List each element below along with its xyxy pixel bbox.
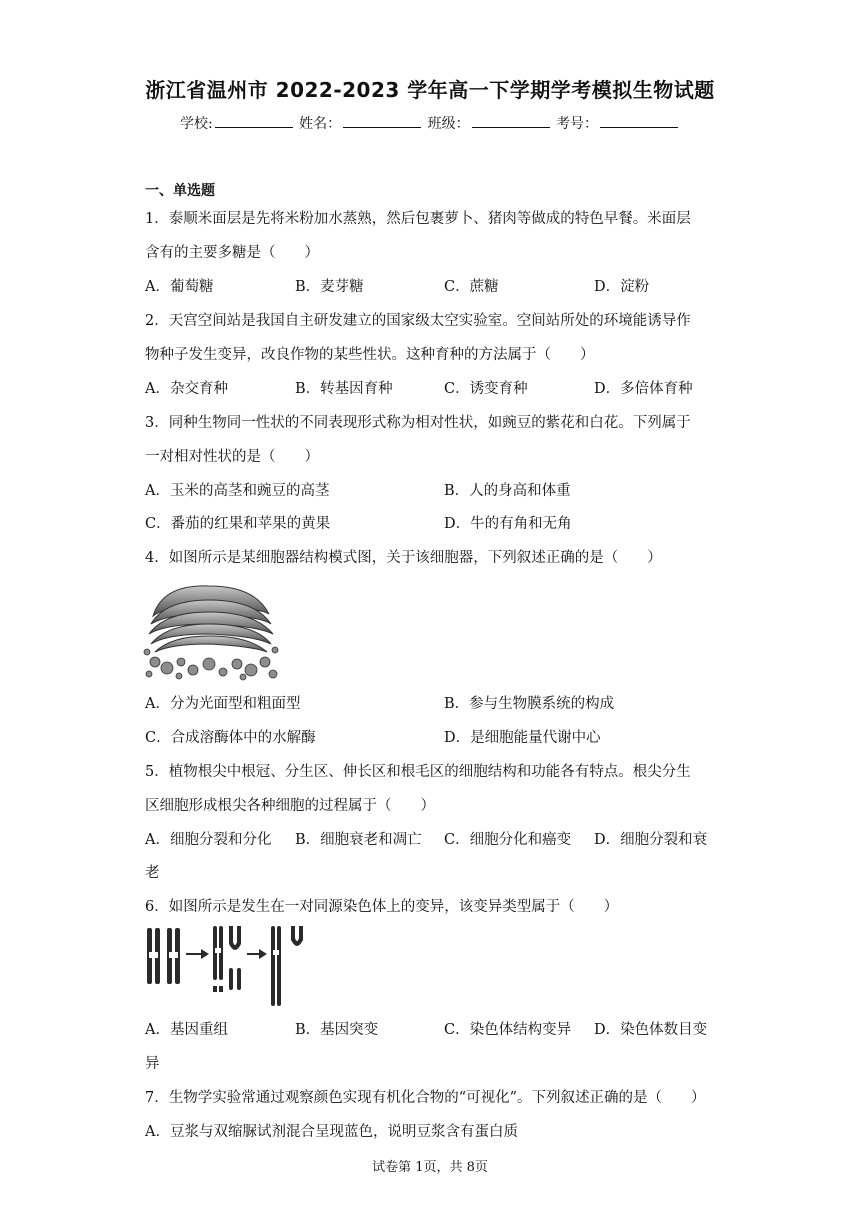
question-3-option-b[interactable]: B．人的身高和体重	[444, 483, 571, 499]
question-5-line-2: 区细胞形成根尖各种细胞的过程属于（ ）	[145, 798, 435, 814]
school-blank[interactable]	[215, 113, 293, 128]
question-5-option-a[interactable]: A．细胞分裂和分化	[145, 832, 272, 848]
question-6-option-d[interactable]: D．染色体数目变	[594, 1022, 708, 1038]
question-2-line-1: 2．天宫空间站是我国自主研发建立的国家级太空实验室。空间站所处的环境能诱导作	[145, 313, 691, 329]
question-4-option-a[interactable]: A．分为光面型和粗面型	[145, 696, 301, 712]
question-4-option-c[interactable]: C．合成溶酶体中的水解酶	[145, 730, 316, 746]
question-2-option-b[interactable]: B．转基因育种	[295, 381, 393, 397]
student-info-line	[0, 113, 860, 133]
page-footer: 试卷第 1页，共 8页	[372, 1160, 488, 1175]
question-7-option-a[interactable]: A．豆浆与双缩脲试剂混合呈现蓝色，说明豆浆含有蛋白质	[145, 1124, 518, 1140]
question-3-option-d[interactable]: D．牛的有角和无角	[444, 516, 572, 532]
question-2-option-a[interactable]: A．杂交育种	[145, 381, 228, 397]
question-5-option-b[interactable]: B．细胞衰老和凋亡	[295, 832, 422, 848]
name-label: 姓名：	[299, 116, 342, 132]
question-1-option-c[interactable]: C．蔗糖	[444, 279, 499, 295]
school-label: 学校:	[179, 116, 213, 132]
question-5-option-d-wrap: 老	[145, 865, 160, 881]
question-4-line-1: 4．如图所示是某细胞器结构模式图，关于该细胞器，下列叙述正确的是（ ）	[145, 550, 662, 566]
question-6-option-a[interactable]: A．基因重组	[145, 1022, 228, 1038]
question-1-line-2: 含有的主要多糖是（ ）	[145, 245, 319, 261]
question-6-option-b[interactable]: B．基因突变	[295, 1022, 379, 1038]
question-5-line-1: 5．植物根尖中根冠、分生区、伸长区和根毛区的细胞结构和功能各有特点。根尖分生	[145, 764, 691, 780]
question-3-line-1: 3．同种生物同一性状的不同表现形式称为相对性状，如豌豆的紫花和白花。下列属于	[145, 415, 691, 431]
class-blank[interactable]	[472, 113, 550, 128]
question-3-option-a[interactable]: A．玉米的高茎和豌豆的高茎	[145, 483, 330, 499]
question-7-line-1: 7．生物学实验常通过观察颜色实现有机化合物的“可视化”。下列叙述正确的是（ ）	[145, 1090, 706, 1106]
number-blank[interactable]	[600, 113, 678, 128]
number-label: 考号：	[556, 116, 599, 132]
section-title: 一、单选题	[145, 183, 215, 199]
question-3-line-2: 一对相对性状的是（ ）	[145, 449, 319, 465]
question-1-option-a[interactable]: A．葡萄糖	[145, 279, 214, 295]
question-4-option-b[interactable]: B．参与生物膜系统的构成	[444, 696, 615, 712]
question-2-option-c[interactable]: C．诱变育种	[444, 381, 528, 397]
chromosome-variation-figure	[143, 924, 308, 1010]
question-5-option-c[interactable]: C．细胞分化和癌变	[444, 832, 572, 848]
question-3-option-c[interactable]: C．番茄的红果和苹果的黄果	[145, 516, 331, 532]
question-6-line-1: 6．如图所示是发生在一对同源染色体上的变异，该变异类型属于（ ）	[145, 899, 619, 915]
name-blank[interactable]	[343, 113, 421, 128]
question-4-option-d[interactable]: D．是细胞能量代谢中心	[444, 730, 601, 746]
question-1-option-d[interactable]: D．淀粉	[594, 279, 650, 295]
page-title: 浙江省温州市 2022-2023 学年高一下学期学考模拟生物试题	[145, 78, 715, 102]
golgi-apparatus-figure	[143, 578, 279, 682]
question-6-option-d-wrap: 异	[145, 1056, 160, 1072]
question-2-option-d[interactable]: D．多倍体育种	[594, 381, 693, 397]
question-6-option-c[interactable]: C．染色体结构变异	[444, 1022, 572, 1038]
question-1-line-1: 1．泰顺米面层是先将米粉加水蒸熟，然后包裹萝卜、猪肉等做成的特色早餐。米面层	[145, 211, 691, 227]
question-2-line-2: 物种子发生变异，改良作物的某些性状。这种育种的方法属于（ ）	[145, 347, 595, 363]
class-label: 班级：	[427, 116, 470, 132]
question-1-option-b[interactable]: B．麦芽糖	[295, 279, 364, 295]
question-5-option-d[interactable]: D．细胞分裂和衰	[594, 832, 708, 848]
